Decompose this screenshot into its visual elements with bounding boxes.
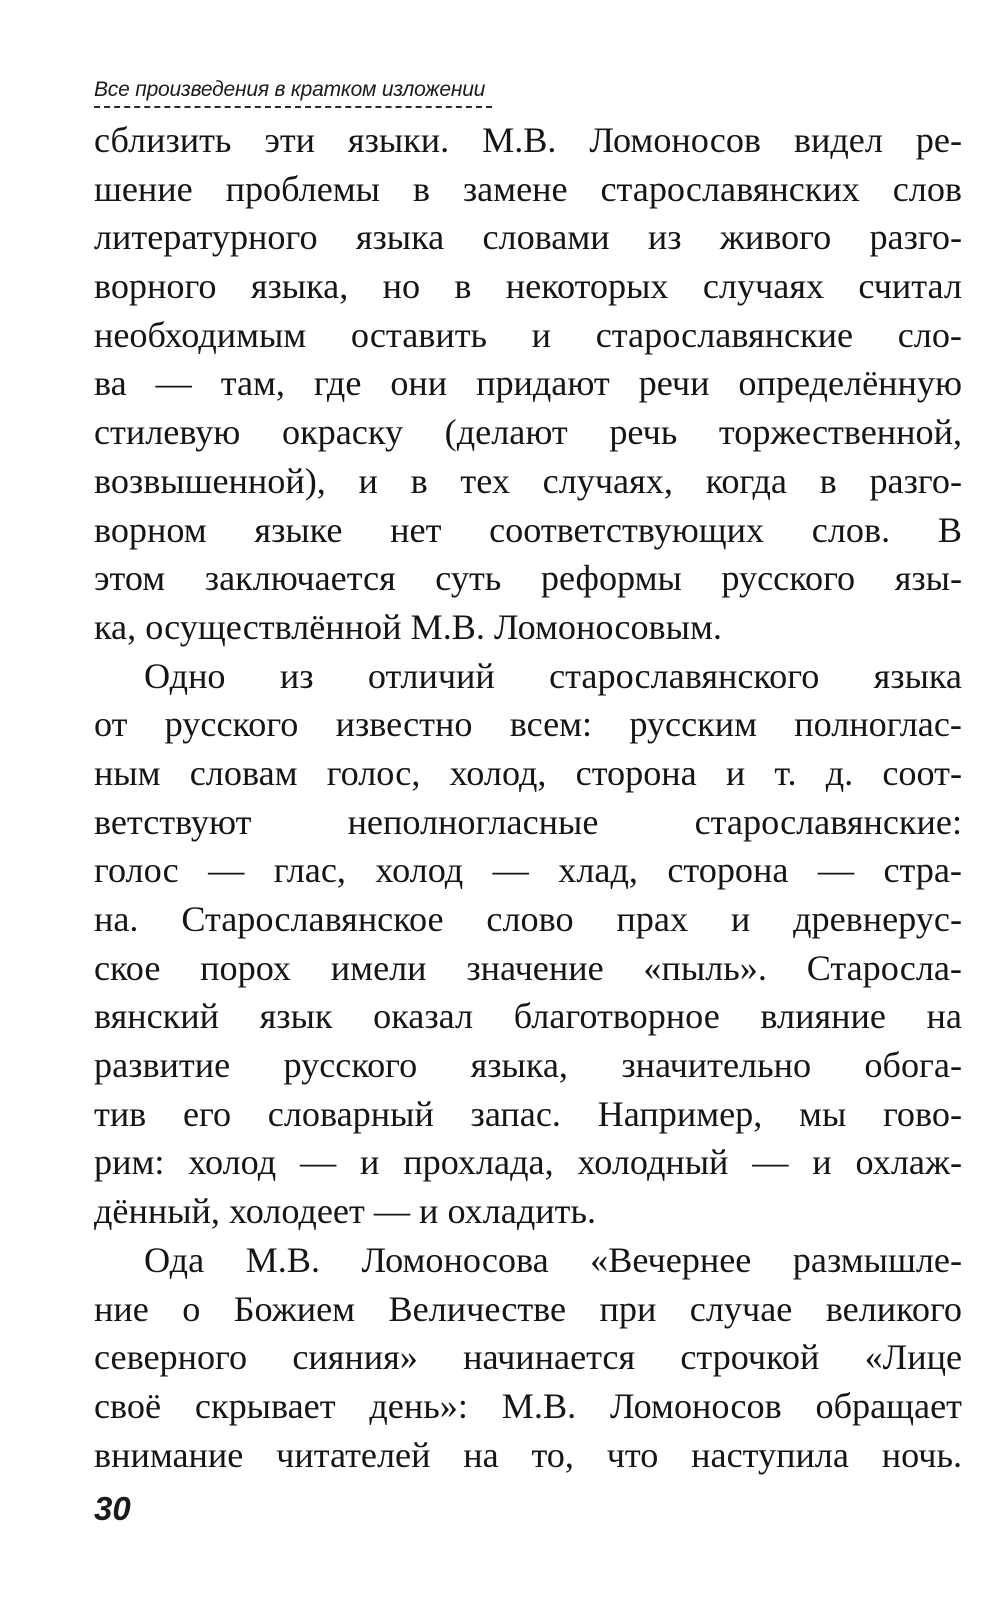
- text-line: вянский язык оказал благотворное влияние на: [94, 996, 962, 1037]
- text-line: северного сияния» начинается строчкой «Лице: [94, 1337, 962, 1378]
- text-line: ворном языке нет соответствующих слов. В: [94, 509, 962, 550]
- text-line: от русского известно всем: русским полноглас-: [94, 704, 962, 745]
- text-line: Одно из отличий старославянского языка: [144, 655, 962, 696]
- header-divider: [94, 106, 492, 108]
- text-line: ние о Божием Величестве при случае великого: [94, 1288, 962, 1329]
- text-line: ворного языка, но в некоторых случаях считал: [94, 266, 962, 307]
- text-line: рим: холод — и прохлада, холодный — и охлаж-: [94, 1142, 962, 1183]
- page-number: 30: [94, 1490, 131, 1527]
- text-line: ка, осуществлённой М.В. Ломоносовым.: [94, 606, 722, 647]
- text-line: сблизить эти языки. М.В. Ломоносов видел ре-: [94, 120, 962, 160]
- text-line: голос — глас, холод — хлад, сторона — стра-: [94, 850, 962, 891]
- text-line: ва — там, где они придают речи определённую: [94, 363, 962, 404]
- body-text: [94, 116, 962, 1479]
- text-line: стилевую окраску (делают речь торжественной,: [94, 412, 962, 453]
- text-line: этом заключается суть реформы русского язы-: [94, 558, 962, 599]
- text-line: внимание читателей на то, что наступила ночь.: [94, 1434, 962, 1475]
- text-line: литературного языка словами из живого разго-: [94, 217, 962, 258]
- paragraph-2: [94, 652, 962, 1236]
- text-line: тив его словарный запас. Например, мы гово-: [94, 1093, 962, 1134]
- text-line: развитие русского языка, значительно обога-: [94, 1045, 962, 1086]
- text-line: ветствуют неполногласные старославянские:: [94, 801, 962, 842]
- running-title: Все произведения в кратком изложении: [94, 78, 486, 101]
- text-line: Ода М.В. Ломоносова «Вечернее размышле-: [144, 1239, 962, 1280]
- text-line: на. Старославянское слово прах и древнерус-: [94, 899, 962, 939]
- text-line: необходимым оставить и старославянские сло-: [94, 314, 962, 355]
- text-line: ское порох имели значение «пыль». Старосла-: [94, 947, 962, 988]
- text-line: своё скрывает день»: М.В. Ломоносов обращает: [94, 1385, 962, 1426]
- paragraph-3: [94, 1236, 962, 1479]
- paragraph-1: [94, 116, 962, 652]
- text-line: дённый, холодеет — и охладить.: [94, 1191, 597, 1232]
- text-line: ным словам голос, холод, сторона и т. д. соот-: [94, 752, 962, 793]
- text-line: шение проблемы в замене старославянских слов: [94, 168, 962, 209]
- text-line: возвышенной), и в тех случаях, когда в разго-: [94, 460, 962, 501]
